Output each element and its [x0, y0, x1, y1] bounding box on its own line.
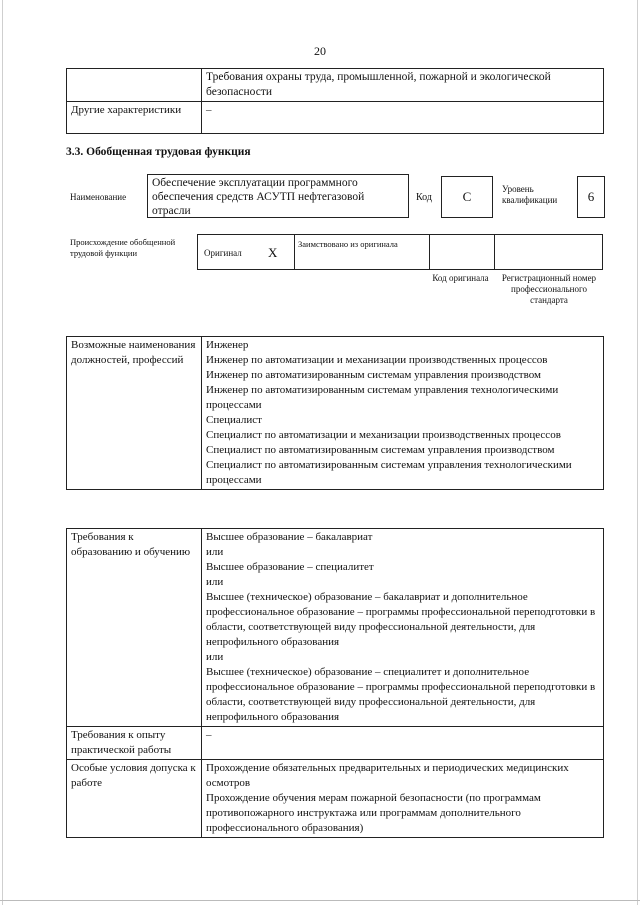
position-item: Специалист по автоматизированным системам управления производством: [206, 444, 555, 456]
education-item: Высшее образование – специалитет: [206, 561, 374, 573]
position-item: Инженер по автоматизации и механизации производственных процессов: [206, 354, 548, 366]
level-value: 6: [587, 189, 595, 204]
origin-original-cell: [198, 235, 295, 269]
original-mark: X: [268, 245, 278, 260]
borrowed-cell: [294, 235, 430, 269]
original-label: Оригинал: [204, 248, 242, 258]
reg-number-caption: Регистрационный номер профессионального стандарта: [501, 273, 597, 305]
experience-label: Требования к опыту практической работы: [67, 727, 202, 760]
page-edge-right: [637, 0, 638, 905]
education-item: Высшее (техническое) образование – бакалавриат и дополнительное профессиональное образование – программы профессиональной переподготовки в области, соответствующей виду профессиональной деятельности, для непрофильного образования: [206, 591, 596, 648]
original-code-caption: Код оригинала: [432, 273, 489, 283]
position-item: Инженер: [206, 339, 249, 351]
original-code-cell: [429, 235, 495, 269]
special-condition-item: Прохождение обязательных предварительных и периодических медицинских осмотров: [206, 762, 569, 789]
origin-row-box: [197, 234, 603, 270]
experience-value: –: [202, 727, 604, 760]
function-name-value: Обеспечение эксплуатации программного обеспечения средств АСУТП нефтегазовой отрасли: [152, 177, 365, 217]
education-item: или: [206, 651, 224, 663]
borrowed-label: Заимствовано из оригинала: [298, 239, 398, 249]
education-item: или: [206, 546, 224, 558]
position-item: Специалист по автоматизации и механизации производственных процессов: [206, 429, 561, 441]
special-condition-item: Прохождение обучения мерам пожарной безопасности (по программам противопожарного инструктажа или программам дополнительного профессионального образования): [206, 792, 541, 834]
code-value: С: [462, 189, 472, 204]
reg-number-cell: [494, 235, 602, 269]
position-item: Инженер по автоматизированным системам управления технологическими процессами: [206, 384, 559, 411]
top-table-row1-value: Требования охраны труда, промышленной, пожарной и экологической безопасности: [202, 69, 604, 102]
top-table-row2-label: Другие характеристики: [67, 102, 202, 134]
positions-label: Возможные наименования должностей, профессий: [67, 337, 202, 490]
section-heading: 3.3. Обобщенная трудовая функция: [66, 146, 251, 158]
page-edge-left: [2, 0, 3, 905]
name-label: Наименование: [70, 192, 127, 202]
position-item: Специалист: [206, 414, 262, 426]
code-value-box: [441, 176, 493, 218]
education-label: Требования к образованию и обучению: [67, 529, 202, 727]
top-table: [66, 68, 604, 134]
origin-label: Происхождение обобщенной трудовой функции: [70, 237, 176, 258]
level-value-box: [577, 176, 605, 218]
positions-list: [202, 337, 604, 490]
top-table-empty-cell: [67, 69, 202, 102]
level-label: Уровень квалификации: [502, 184, 558, 205]
special-conditions-label: Особые условия допуска к работе: [67, 760, 202, 838]
position-item: Инженер по автоматизированным системам управления производством: [206, 369, 541, 381]
page-edge-bottom: [0, 900, 640, 901]
function-name-box: [147, 174, 409, 218]
education-item: Высшее (техническое) образование – специалитет и дополнительное профессиональное образование – программы профессиональной переподготовки в области, соответствующей виду профессиональной деятельности, для непрофильного образования: [206, 666, 596, 723]
code-label: Код: [416, 192, 432, 203]
education-item: Высшее образование – бакалавриат: [206, 531, 373, 543]
special-conditions-list: [202, 760, 604, 838]
positions-table: [66, 336, 604, 490]
page-number: 20: [314, 44, 326, 58]
requirements-table: [66, 528, 604, 838]
position-item: Специалист по автоматизированным системам управления технологическими процессами: [206, 459, 572, 486]
education-item: или: [206, 576, 224, 588]
education-list: [202, 529, 604, 727]
top-table-row2-value: –: [202, 102, 604, 134]
